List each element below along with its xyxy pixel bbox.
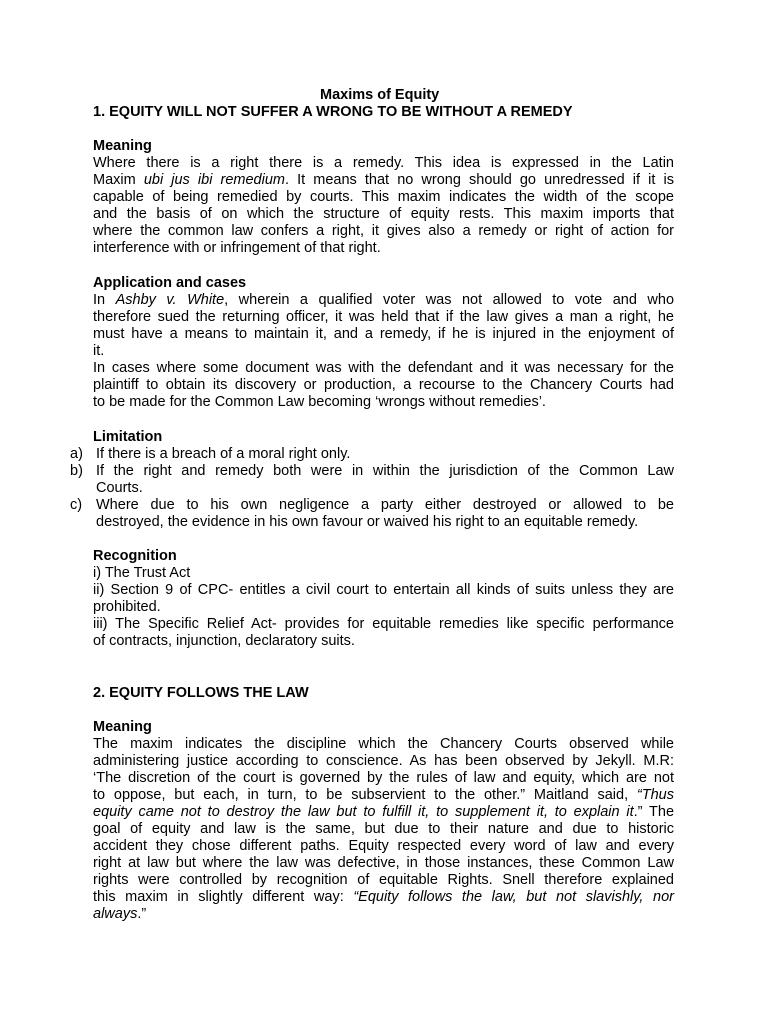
recognition-heading: Recognition <box>93 548 177 564</box>
list-item: Where due to his own negligence a party either destroyed or allowed to be <box>96 497 674 513</box>
paragraph-line: plaintiff to obtain its discovery or production, a recourse to the Chancery Courts had <box>93 377 674 393</box>
list-item-continuation: destroyed, the evidence in his own favour or waived his right to an equitable remedy. <box>96 514 639 530</box>
maitland-quote: “Thus <box>636 787 674 803</box>
paragraph-line: Maxim ubi jus ibi remedium. It means that no wrong should go unredressed if it is <box>93 172 674 188</box>
paragraph-line: administering justice according to conscience. As has been observed by Jekyll. M.R: <box>93 753 674 769</box>
paragraph-line: Where there is a right there is a remedy. This idea is expressed in the Latin <box>93 155 674 171</box>
section-1-heading: 1. EQUITY WILL NOT SUFFER A WRONG TO BE WITHOUT A REMEDY <box>93 104 573 120</box>
snell-quote-cont: always <box>93 906 138 922</box>
list-item: If there is a breach of a moral right only. <box>96 446 351 462</box>
list-item-continuation: Courts. <box>96 480 143 496</box>
recognition-item: i) The Trust Act <box>93 565 191 581</box>
list-item: If the right and remedy both were in within the jurisdiction of the Common Law <box>96 463 674 479</box>
paragraph-line: where the common law confers a right, it gives also a remedy or right of action for <box>93 223 674 239</box>
list-marker: a) <box>70 446 83 462</box>
recognition-item: of contracts, injunction, declaratory suits. <box>93 633 355 649</box>
paragraph-line: it. <box>93 343 105 359</box>
section-2-heading: 2. EQUITY FOLLOWS THE LAW <box>93 685 309 701</box>
paragraph-line: always.” <box>93 906 147 922</box>
paragraph-line: right at law but where the law was defective, in those instances, these Common Law <box>93 855 674 871</box>
paragraph-line: In Ashby v. White, wherein a qualified voter was not allowed to vote and who <box>93 292 675 308</box>
paragraph-line: equity came not to destroy the law but to fulfill it, to supplement it, to explain it.” The <box>93 804 675 820</box>
maitland-quote-cont: equity came not to destroy the law but to fulfill it, to supplement it, to explain it <box>93 804 634 820</box>
paragraph-line: and the basis of on which the structure of equity rests. This maxim imports that <box>93 206 674 222</box>
paragraph-line: In cases where some document was with the defendant and it was necessary for the <box>93 360 674 376</box>
paragraph-line: capable of being remedied by courts. This maxim indicates the width of the scope <box>93 189 674 205</box>
paragraph-line: this maxim in slightly different way: “Equity follows the law, but not slavishly, nor <box>93 889 674 905</box>
case-name: Ashby v. White <box>115 292 225 308</box>
paragraph-line: The maxim indicates the discipline which the Chancery Courts observed while <box>93 736 674 752</box>
paragraph-line: therefore sued the returning officer, it was held that if the law gives a man a right, he <box>93 309 674 325</box>
paragraph-line: to oppose, but each, in turn, to be subservient to the other.” Maitland said, “Thus <box>93 787 674 803</box>
paragraph-line: accident they chose different paths. Equity respected every word of law and every <box>93 838 674 854</box>
section-1-meaning-heading: Meaning <box>93 138 152 154</box>
document-title: Maxims of Equity <box>320 87 440 103</box>
section-2-meaning-heading: Meaning <box>93 719 152 735</box>
recognition-item: prohibited. <box>93 599 161 615</box>
snell-quote: “Equity follows the law, but not slavishly, nor <box>353 889 674 905</box>
paragraph-line: goal of equity and law is the same, but due to their nature and due to historic <box>93 821 674 837</box>
application-heading: Application and cases <box>93 275 247 291</box>
paragraph-line: must have a means to maintain it, and a remedy, if he is injured in the enjoyment of <box>93 326 674 342</box>
latin-maxim: ubi jus ibi remedium <box>143 172 285 188</box>
limitation-heading: Limitation <box>93 429 163 445</box>
list-marker: b) <box>70 463 83 479</box>
recognition-item: iii) The Specific Relief Act- provides for equitable remedies like specific performance <box>93 616 674 632</box>
list-marker: c) <box>70 497 83 513</box>
paragraph-line: rights were controlled by recognition of equitable Rights. Snell therefore explained <box>93 872 674 888</box>
paragraph-line: ‘The discretion of the court is governed by the rules of law and equity, which are not <box>93 770 674 786</box>
recognition-item: ii) Section 9 of CPC- entitles a civil court to entertain all kinds of suits unless they are <box>93 582 674 598</box>
paragraph-line: interference with or infringement of that right. <box>93 240 381 256</box>
paragraph-line: to be made for the Common Law becoming ‘wrongs without remedies’. <box>93 394 546 410</box>
